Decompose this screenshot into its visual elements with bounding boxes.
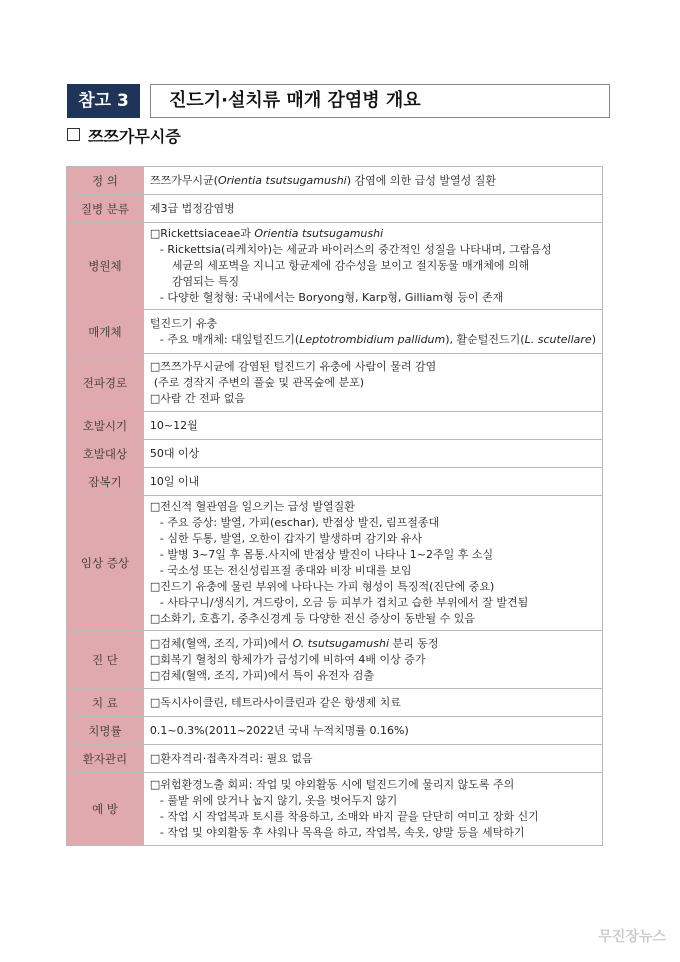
text: □검체(혈액, 조직, 가피)에서 [149, 636, 293, 650]
table-row [67, 773, 603, 846]
row-label: 임상 증상 [67, 496, 144, 631]
table-row [67, 195, 603, 223]
text-line: - 작업 시 작업복과 토시를 착용하고, 소매와 바지 끝을 단단히 여미고 장화 신기 [159, 810, 539, 823]
table-row [67, 631, 603, 689]
row-value: 10~12월 [143, 412, 602, 440]
row-value: □독시사이클린, 테트라사이클린과 같은 항생제 치료 [143, 689, 602, 717]
text-line: - 발병 3~7일 후 몸통.사지에 반점상 발진이 나타나 1~2주일 후 소실 [159, 548, 494, 561]
scientific-name: Leptotrombidium pallidum [299, 332, 446, 346]
row-label: 진 단 [67, 631, 144, 689]
table-row [67, 496, 603, 631]
row-label: 정 의 [67, 167, 144, 195]
text-line: □전신적 혈관염을 일으키는 급성 발열질환 [149, 500, 355, 513]
text: 쯔쯔가무시균( [149, 173, 218, 187]
row-label: 전파경로 [67, 354, 144, 412]
row-value: 50대 이상 [143, 440, 602, 468]
text: - 주요 매개체: 대잎털진드기( [159, 332, 300, 346]
text-line: □쯔쯔가무시균에 감염된 털진드기 유충에 사람이 물려 감염 [149, 359, 437, 373]
section-heading [67, 124, 181, 147]
row-value [143, 773, 602, 846]
table-row [67, 310, 603, 354]
text-line: 감염되는 특징 [171, 275, 240, 288]
text-line: □진드기 유충에 물린 부위에 나타나는 가피 형성이 특징적(진단에 중요) [149, 580, 495, 593]
checkbox-square-icon [67, 128, 80, 141]
text-line: (주로 경작지 주변의 풀숲 및 관목숲에 분포) [153, 375, 365, 389]
row-label: 치명률 [67, 717, 144, 745]
page-title: 진드기·설치류 매개 감염병 개요 [150, 84, 610, 118]
table-row [67, 745, 603, 773]
watermark-logo: 무진장뉴스 [598, 929, 666, 945]
row-value [143, 310, 602, 354]
text-line: □소화기, 호흡기, 중추신경계 등 다양한 전신 증상이 동반될 수 있음 [149, 612, 476, 625]
table-row [67, 223, 603, 310]
table-row [67, 717, 603, 745]
disease-info-table [66, 166, 603, 846]
row-value: □환자격리·접촉자격리: 필요 없음 [143, 745, 602, 773]
scientific-name: L. scutellare [524, 332, 592, 346]
text-line: 털진드기 유충 [149, 316, 218, 330]
row-label: 환자관리 [67, 745, 144, 773]
row-label: 치 료 [67, 689, 144, 717]
row-label: 매개체 [67, 310, 144, 354]
row-label: 잠복기 [67, 468, 144, 496]
scientific-name: Orientia tsutsugamushi [217, 173, 347, 187]
row-label: 병원체 [67, 223, 144, 310]
text-line: - 풀밭 위에 앉거나 눕지 않기, 옷을 벗어두지 않기 [159, 794, 398, 807]
text-line: □회복기 혈청의 항체가가 급성기에 비하여 4배 이상 증가 [149, 652, 426, 666]
table-row [67, 468, 603, 496]
row-label: 예 방 [67, 773, 144, 846]
text-line: □검체(혈액, 조직, 가피)에서 특이 유전자 검출 [149, 668, 374, 682]
row-value: 10일 이내 [143, 468, 602, 496]
table-row [67, 354, 603, 412]
table-row [67, 689, 603, 717]
header [67, 84, 610, 118]
text-line: - 주요 증상: 발열, 가피(eschar), 반점상 발진, 림프절종대 [159, 516, 440, 529]
row-value [143, 354, 602, 412]
text: 분리 동정 [389, 636, 439, 650]
row-value [143, 496, 602, 631]
text-line: - Rickettsia(리케치아)는 세균과 바이러스의 중간적인 성질을 나타내며, 그람음성 [159, 243, 552, 256]
scientific-name: Orientia tsutsugamushi [254, 227, 384, 240]
row-value [143, 223, 602, 310]
text-line: - 국소성 또는 전신성림프절 종대와 비장 비대를 보임 [159, 564, 412, 577]
row-label: 질병 분류 [67, 195, 144, 223]
row-label: 호발시기 [67, 412, 144, 440]
text-line: - 심한 두통, 발열, 오한이 갑자기 발생하며 감기와 유사 [159, 532, 422, 545]
row-value: 0.1~0.3%(2011~2022년 국내 누적치명률 0.16%) [143, 717, 602, 745]
row-value [143, 631, 602, 689]
text-line: - 작업 및 야외활동 후 샤워나 목욕을 하고, 작업복, 속옷, 양말 등을 세탁하기 [159, 826, 525, 839]
row-label: 호발대상 [67, 440, 144, 468]
text-line: - 사타구니/생식기, 겨드랑이, 오금 등 피부가 겹치고 습한 부위에서 잘 발견됨 [159, 596, 529, 609]
scientific-name: O. tsutsugamushi [292, 636, 389, 650]
text: ), 활순털진드기( [445, 332, 525, 346]
row-value: 제3급 법정감염병 [143, 195, 602, 223]
text-line: □사람 간 전파 없음 [149, 391, 246, 405]
table-row [67, 167, 603, 195]
text-line: - 다양한 혈청형: 국내에서는 Boryong형, Karp형, Gilliam형 등이 존재 [159, 291, 504, 304]
text-line: □위험환경노출 회피: 작업 및 야외활동 시에 털진드기에 물리지 않도록 주의 [149, 778, 515, 791]
table-row [67, 440, 603, 468]
section-title: 쯔쯔가무시증 [88, 127, 181, 146]
text: □Rickettsiaceae과 [149, 227, 255, 240]
text-line: 세균의 세포벽을 지니고 항균제에 감수성을 보이고 절지동물 매개체에 의해 [171, 259, 530, 272]
reference-badge: 참고 3 [67, 84, 140, 118]
text: ) 감염에 의한 급성 발열성 질환 [346, 173, 497, 187]
row-value [143, 167, 602, 195]
table-row [67, 412, 603, 440]
text: ) [591, 332, 596, 346]
